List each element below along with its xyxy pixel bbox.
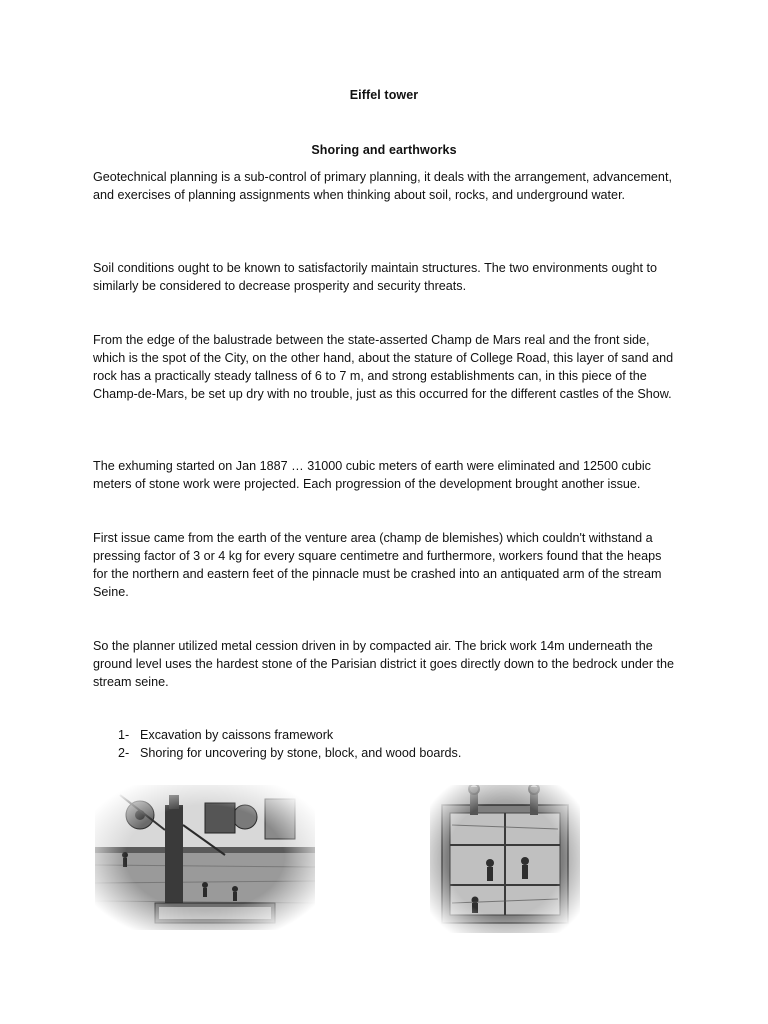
shoring-illustration <box>430 785 580 933</box>
paragraph-4: The exhuming started on Jan 1887 … 31000 cubic meters of earth were eliminated and 12500 cubic meters of stone work were projected. Each progression of the development brought another issue. <box>93 459 651 491</box>
paragraph-6: So the planner utilized metal cession driven in by compacted air. The brick work 14m underneath the ground level uses the hardest stone of the Parisian district it goes directly down to the bedrock under the stream seine. <box>93 639 675 689</box>
list-item-number: 2- <box>118 746 130 760</box>
list-item-text: Shoring for uncovering by stone, block, and wood boards. <box>140 746 462 760</box>
list-item <box>118 744 461 762</box>
caisson-framework-illustration <box>95 785 315 930</box>
list-item-text: Excavation by caissons framework <box>140 728 334 742</box>
paragraph-2: Soil conditions ought to be known to satisfactorily maintain structures. The two environments ought to similarly be considered to decrease prosperity and security threats. <box>93 261 657 293</box>
section-heading: Shoring and earthworks <box>311 143 457 157</box>
document-title: Eiffel tower <box>349 88 419 102</box>
paragraph-5: First issue came from the earth of the venture area (champ de blemishes) which couldn't withstand a pressing factor of 3 or 4 kg for every square centimetre and furthermore, workers found that the heaps for the northern and eastern feet of the pinnacle must be crashed into an antiquated arm of the stream Seine. <box>93 531 662 599</box>
numbered-list <box>118 726 461 762</box>
paragraph-3: From the edge of the balustrade between the state-asserted Champ de Mars real and the front side, which is the spot of the City, on the other hand, about the stature of College Road, this layer of sand and rock has a practically steady tallness of 6 to 7 m, and strong establishments can, in this piece of the Champ-de-Mars, be set up dry with no trouble, just as this occurred for the different castles of the Show. <box>93 333 674 401</box>
list-item <box>118 726 461 744</box>
list-item-number: 1- <box>118 728 130 742</box>
paragraph-1: Geotechnical planning is a sub-control of primary planning, it deals with the arrangement, advancement, and exercises of planning assignments when thinking about soil, rocks, and underground water. <box>93 170 672 202</box>
